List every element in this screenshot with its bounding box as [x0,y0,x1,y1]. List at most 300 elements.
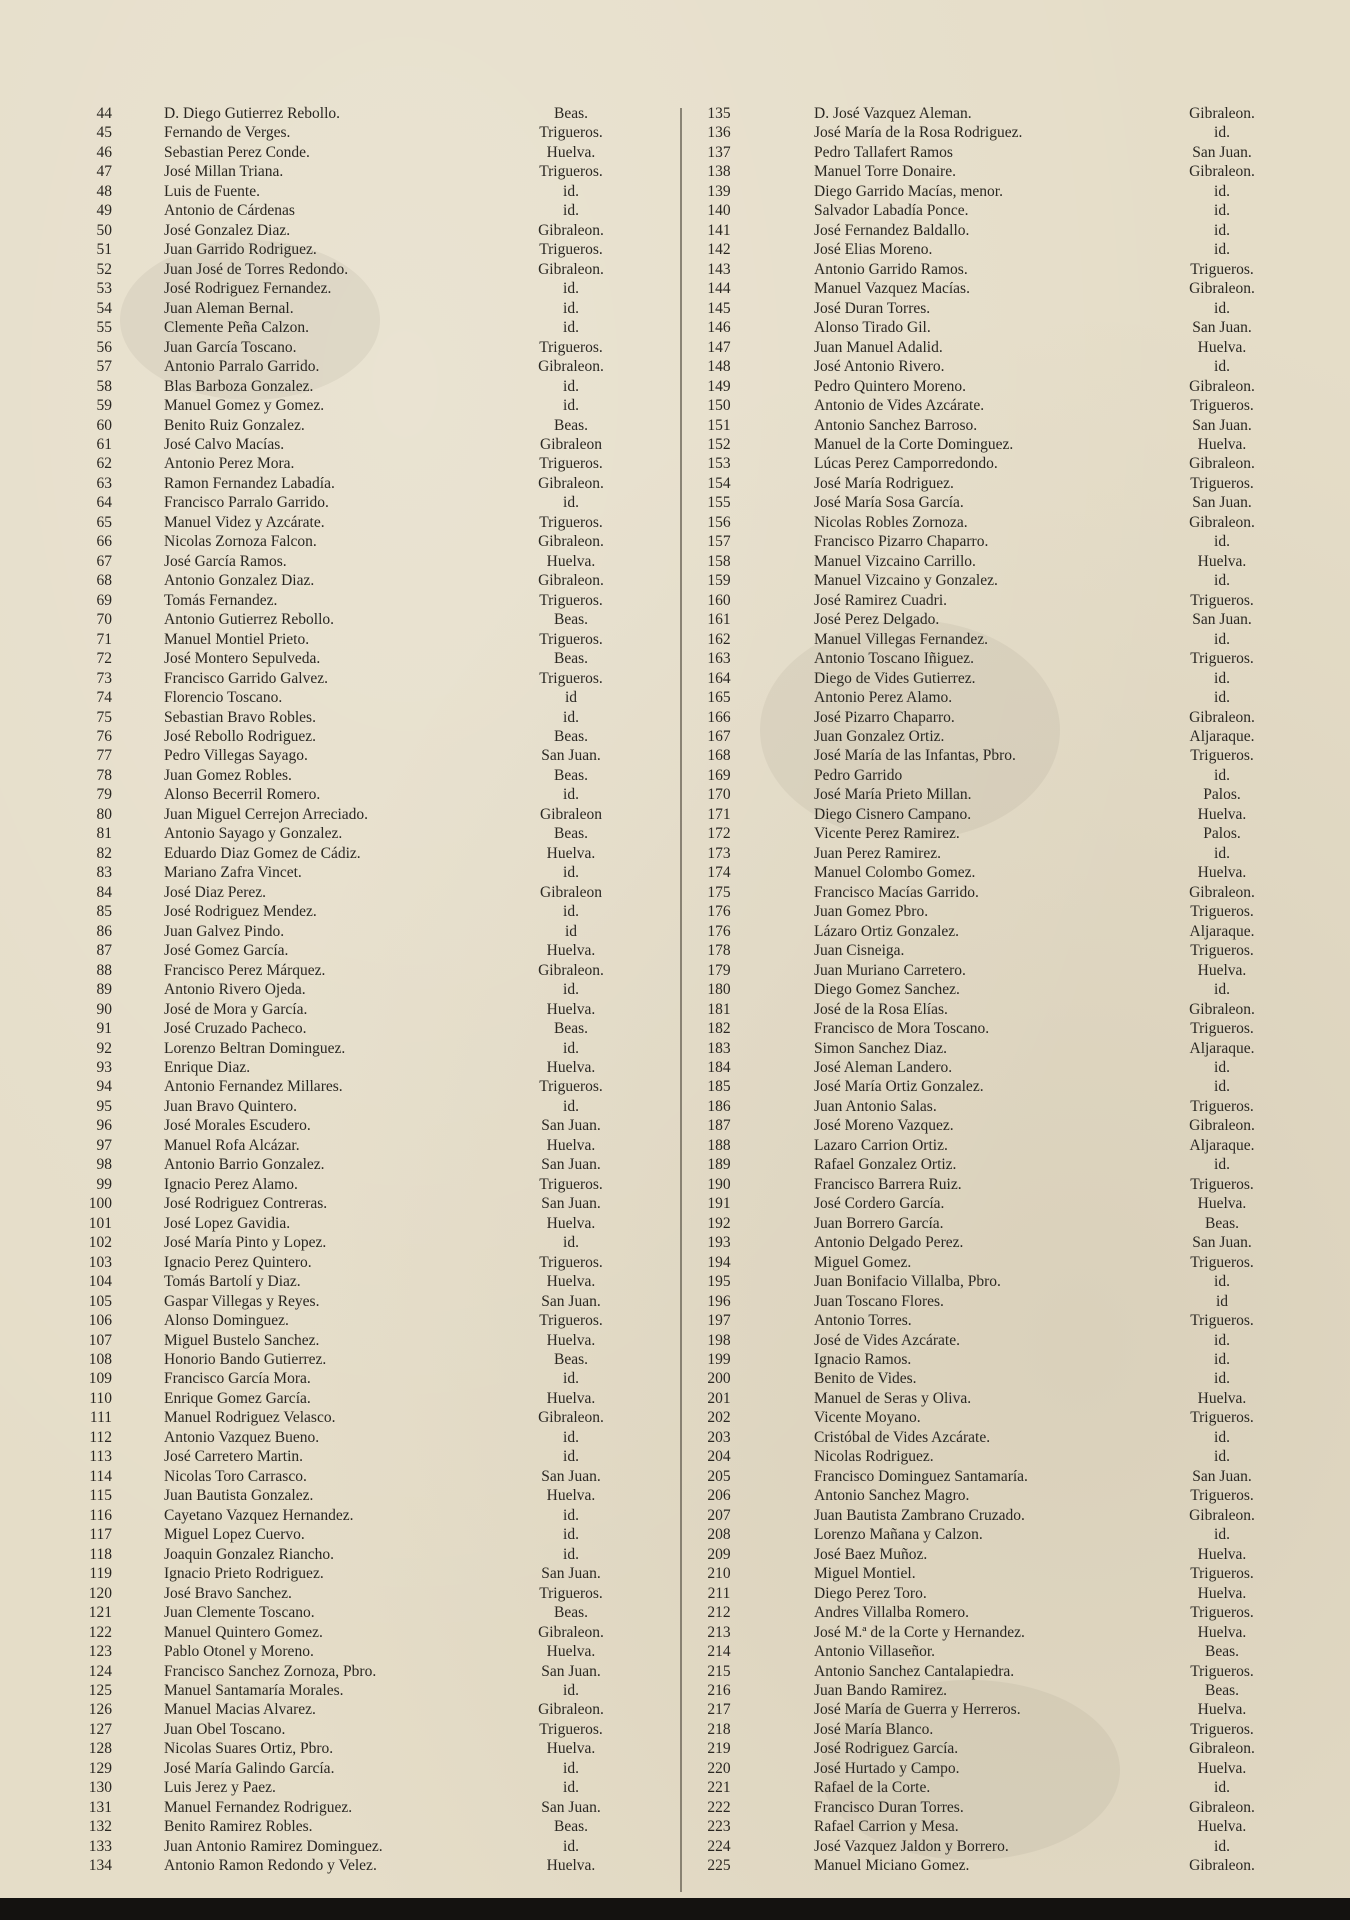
entry-name: Tomás Bartolí y Diaz. [164,1273,301,1291]
entry-number: 61 [96,435,112,453]
entry-name: Vicente Moyano. [814,1409,921,1427]
entry-place: Trigueros. [539,1078,603,1096]
entry-place: id. [563,1837,579,1855]
entry-number: 187 [707,1117,731,1135]
entry-number: 117 [89,1526,112,1544]
entry-number: 70 [96,611,112,629]
entry-name: José Millan Triana. [164,163,284,181]
list-item [60,162,680,181]
entry-place: San Juan. [541,1117,601,1135]
entry-name: Cayetano Vazquez Hernandez. [164,1506,354,1524]
entry-place: Aljaraque. [1189,728,1255,745]
entry-place: Huelva. [546,844,596,862]
entry-name: Nicolas Robles Zornoza. [814,513,968,531]
list-item [60,1759,680,1778]
list-item [684,1019,1284,1038]
entry-place: Gibraleon. [538,358,604,376]
entry-place: id. [563,377,579,395]
entry-name: José María de la Rosa Rodriguez. [814,124,1023,142]
entry-place: Gibraleon. [538,572,604,590]
list-item [684,338,1284,357]
entry-place: Gibraleon [540,805,602,823]
entry-number: 200 [707,1370,731,1388]
entry-name: Juan Aleman Bernal. [164,299,294,317]
entry-name: José de la Rosa Elías. [814,1000,948,1018]
entry-name: Manuel Santamaría Morales. [164,1681,344,1699]
entry-place: Beas. [553,416,588,434]
entry-place: Huelva. [1197,552,1247,570]
entry-name: Antonio Gutierrez Rebollo. [164,611,335,629]
entry-place: Gibraleon. [1189,1117,1255,1135]
entry-name: Alonso Dominguez. [164,1312,289,1330]
list-item [684,221,1284,240]
entry-name: Enrique Diaz. [164,1058,251,1076]
entry-name: Manuel Rofa Alcázar. [164,1136,300,1154]
entry-name: José Aleman Landero. [814,1058,953,1076]
list-item [60,1000,680,1019]
list-item [684,1525,1284,1544]
entry-number: 112 [89,1428,112,1446]
list-item [60,1389,680,1408]
entry-number: 190 [707,1175,731,1193]
list-item [684,1623,1284,1642]
entry-number: 84 [96,883,112,901]
entry-place: id. [1214,669,1230,687]
entry-name: Andres Villalba Romero. [814,1604,970,1622]
entry-name: Enrique Gomez García. [164,1389,311,1407]
list-item [60,143,680,162]
entry-place: Gibraleon. [1189,1857,1255,1875]
entry-name: José María Prieto Millan. [814,786,972,804]
entry-number: 63 [96,474,112,492]
entry-name: José María de Guerra y Herreros. [814,1701,1021,1719]
entry-number: 90 [96,1000,112,1018]
entry-place: Trigueros. [539,455,603,473]
entry-place: id. [1214,689,1230,707]
entry-place: Huelva. [1197,1545,1247,1563]
entry-name: Juan Manuel Adalid. [814,338,943,356]
entry-number: 83 [96,864,112,882]
list-item [60,746,680,765]
entry-place: Trigueros. [1190,1662,1254,1680]
entry-name: José María Ortiz Gonzalez. [814,1078,984,1096]
entry-name: Antonio Sanchez Magro. [814,1487,970,1505]
entry-place: Gibraleon [540,883,602,901]
list-item [60,240,680,259]
entry-number: 101 [88,1214,112,1232]
entry-number: 92 [96,1039,112,1057]
entry-number: 108 [88,1351,112,1368]
entry-name: Simon Sanchez Diaz. [814,1039,948,1057]
entry-place: San Juan. [541,1798,601,1816]
entry-name: Benito de Vides. [814,1370,917,1388]
entry-number: 45 [96,124,112,142]
list-item [684,571,1284,590]
entry-number: 137 [707,143,731,161]
entry-number: 54 [96,299,112,317]
entry-name: José Gomez García. [164,942,289,960]
entry-number: 116 [89,1506,112,1524]
entry-place: id. [563,1039,579,1057]
entry-number: 205 [707,1467,731,1485]
entry-place: id. [1214,1331,1230,1349]
entry-name: Diego Cisnero Campano. [814,805,972,823]
entry-name: D. José Vazquez Aleman. [814,105,972,122]
list-item [60,863,680,882]
entry-name: José Perez Delgado. [814,611,940,629]
entry-name: José Diaz Perez. [164,883,266,901]
entry-place: Huelva. [546,1857,596,1875]
entry-number: 104 [88,1273,112,1291]
entry-number: 74 [96,689,112,707]
entry-place: Huelva. [1197,338,1247,356]
entry-place: id. [563,299,579,317]
entry-number: 141 [707,221,731,239]
entry-name: Antonio Sayago y Gonzalez. [164,825,343,843]
list-item [60,649,680,668]
entry-place: Huelva. [1197,864,1247,882]
entry-number: 158 [707,552,731,570]
entry-number: 165 [707,689,731,707]
entry-name: Salvador Labadía Ponce. [814,202,969,220]
entry-place: id. [1214,1351,1230,1368]
entry-number: 192 [707,1214,731,1232]
entry-place: Beas. [553,105,588,122]
entry-name: Benito Ramirez Robles. [164,1818,313,1836]
entry-place: Huelva. [1197,1195,1247,1213]
entry-name: Manuel de Seras y Oliva. [814,1389,972,1407]
entry-place: Beas. [553,1020,588,1038]
list-item [684,1214,1284,1233]
entry-name: José Elias Moreno. [814,241,933,259]
entry-place: Huelva. [546,942,596,960]
entry-name: Juan Borrero García. [814,1214,944,1232]
list-item [684,1428,1284,1447]
entry-name: Fernando de Verges. [164,124,291,142]
entry-place: San Juan. [541,1292,601,1310]
entry-number: 149 [707,377,731,395]
entry-place: Gibraleon. [1189,377,1255,395]
list-item [684,1389,1284,1408]
list-item [684,708,1284,727]
entry-place: Huelva. [546,1214,596,1232]
entry-place: Trigueros. [539,241,603,259]
entry-place: Huelva. [1197,1623,1247,1641]
entry-place: Huelva. [1197,805,1247,823]
entry-place: id. [563,202,579,220]
list-item [60,688,680,707]
entry-number: 75 [96,708,112,726]
list-item [684,1253,1284,1272]
list-item [60,1292,680,1311]
entry-number: 201 [707,1389,731,1407]
entry-place: id. [1214,766,1230,784]
list-item [60,902,680,921]
entry-number: 98 [96,1156,112,1174]
entry-number: 113 [89,1448,112,1466]
entry-name: Juan Muriano Carretero. [814,961,966,979]
list-item [60,1253,680,1272]
list-item [60,182,680,201]
entry-number: 53 [96,280,112,298]
entry-number: 154 [707,474,731,492]
entry-place: Gibraleon [540,435,602,453]
entry-name: José Ramirez Cuadri. [814,591,948,609]
entry-name: Nicolas Rodriguez. [814,1448,934,1466]
entry-name: Juan Garrido Rodriguez. [164,241,317,259]
list-item [60,299,680,318]
entry-number: 111 [89,1409,112,1427]
list-item [60,1700,680,1719]
list-item [60,727,680,746]
list-item [60,338,680,357]
entry-place: Trigueros. [539,1175,603,1193]
entry-name: Juan José de Torres Redondo. [164,260,349,278]
entry-place: San Juan. [1192,494,1252,512]
list-item [60,513,680,532]
entry-name: José Baez Muñoz. [814,1545,928,1563]
entry-place: Gibraleon. [1189,1740,1255,1758]
entry-number: 121 [88,1604,112,1622]
list-item [684,299,1284,318]
list-item [60,785,680,804]
entry-place: Beas. [553,1604,588,1622]
entry-number: 123 [88,1643,112,1661]
entry-number: 118 [89,1545,112,1563]
entry-number: 82 [96,844,112,862]
list-item [684,1700,1284,1719]
entry-number: 57 [96,358,112,376]
list-item [60,1214,680,1233]
list-item [684,104,1284,123]
entry-name: Rafael de la Corte. [814,1779,931,1797]
entry-number: 93 [96,1058,112,1076]
entry-name: Antonio Parralo Garrido. [164,358,320,376]
entry-number: 96 [96,1117,112,1135]
entry-place: id [1215,1292,1229,1310]
entry-number: 144 [707,280,731,298]
list-item [60,1603,680,1622]
entry-name: Manuel Torre Donaire. [814,163,956,181]
entry-number: 198 [707,1331,731,1349]
list-item [684,1369,1284,1388]
entry-place: id. [1214,124,1230,142]
list-item [60,318,680,337]
entry-number: 80 [96,805,112,823]
entry-number: 179 [707,961,731,979]
entry-name: Juan Miguel Cerrejon Arreciado. [164,805,369,823]
entry-name: Pedro Garrido [814,766,903,784]
entry-number: 215 [707,1662,731,1680]
entry-name: Manuel Macias Alvarez. [164,1701,316,1719]
list-item [684,1155,1284,1174]
entry-place: Gibraleon. [1189,708,1255,726]
entry-number: 142 [707,241,731,259]
list-item [60,1545,680,1564]
entry-name: Diego de Vides Gutierrez. [814,669,976,687]
entry-name: Francisco Sanchez Zornoza, Pbro. [164,1662,377,1680]
entry-number: 110 [89,1389,112,1407]
entry-number: 175 [707,883,731,901]
entry-number: 131 [88,1798,112,1816]
list-item [684,377,1284,396]
entry-name: Antonio Torres. [814,1312,912,1330]
entry-place: Huelva. [546,1740,596,1758]
entry-number: 167 [707,728,731,745]
list-item [60,1408,680,1427]
entry-number: 170 [707,786,731,804]
entry-number: 209 [707,1545,731,1563]
entry-name: Francisco Barrera Ruiz. [814,1175,962,1193]
entry-name: Sebastian Bravo Robles. [164,708,316,726]
entry-name: Luis de Fuente. [164,182,260,200]
entry-place: Huelva. [546,1136,596,1154]
list-item [684,688,1284,707]
entry-number: 72 [96,650,112,668]
entry-number: 125 [88,1681,112,1699]
entry-number: 207 [707,1506,731,1524]
entry-place: id. [563,1779,579,1797]
right-column [684,104,1284,1876]
entry-number: 168 [707,747,731,765]
entry-place: id. [563,319,579,337]
entry-number: 48 [96,182,112,200]
entry-number: 88 [96,961,112,979]
entry-name: Benito Ruiz Gonzalez. [164,416,305,434]
entry-name: Juan Antonio Salas. [814,1097,937,1115]
entry-number: 91 [96,1020,112,1038]
list-item [684,1447,1284,1466]
list-item [60,941,680,960]
entry-name: Juan Gomez Pbro. [814,903,929,921]
entry-name: Manuel Vazquez Macías. [814,280,970,298]
entry-number: 106 [88,1312,112,1330]
list-item [60,357,680,376]
entry-place: id. [1214,1779,1230,1797]
list-item [60,1720,680,1739]
entry-name: Joaquin Gonzalez Riancho. [164,1545,335,1563]
entry-place: San Juan. [541,1662,601,1680]
entry-name: Diego Perez Toro. [814,1584,927,1602]
list-item [60,1077,680,1096]
entry-place: Huelva. [546,1487,596,1505]
entry-place: Aljaraque. [1189,922,1255,940]
entry-name: José Lopez Gavidia. [164,1214,291,1232]
entry-place: id. [563,397,579,415]
entry-number: 199 [707,1351,731,1368]
entry-name: José María Pinto y Lopez. [164,1234,327,1252]
list-item [684,396,1284,415]
list-item [60,279,680,298]
entry-place: San Juan. [541,1195,601,1213]
list-item [60,1681,680,1700]
entry-place: id. [563,1234,579,1252]
entry-number: 184 [707,1058,731,1076]
entry-place: Gibraleon. [538,533,604,551]
entry-place: id [564,922,578,940]
entry-name: Pedro Tallafert Ramos [814,143,953,161]
entry-place: id. [1214,981,1230,999]
entry-number: 203 [707,1428,731,1446]
entry-place: Huelva. [546,1331,596,1349]
list-item [684,844,1284,863]
entry-number: 132 [88,1818,112,1836]
entry-number: 208 [707,1526,731,1544]
list-item [60,630,680,649]
entry-name: Nicolas Suares Ortiz, Pbro. [164,1740,334,1758]
entry-place: id. [1214,202,1230,220]
entry-name: Juan Bravo Quintero. [164,1097,298,1115]
entry-number: 66 [96,533,112,551]
entry-number: 115 [89,1487,112,1505]
list-item [684,1642,1284,1661]
entry-place: id. [1214,1273,1230,1291]
entry-number: 124 [88,1662,112,1680]
entry-name: Pablo Otonel y Moreno. [164,1643,314,1661]
entry-number: 114 [89,1467,112,1485]
list-item [684,1350,1284,1369]
entry-place: id. [1214,844,1230,862]
list-item [684,1720,1284,1739]
entry-place: Aljaraque. [1189,1136,1255,1154]
entry-place: id. [1214,241,1230,259]
list-item [684,1662,1284,1681]
entry-place: id [564,689,578,707]
entry-name: José Cruzado Pacheco. [164,1020,307,1038]
entry-name: José María Galindo García. [164,1759,335,1777]
entry-number: 212 [707,1604,731,1622]
entry-number: 172 [707,825,731,843]
list-item [684,902,1284,921]
entry-number: 216 [707,1681,731,1699]
entry-name: Juan Clemente Toscano. [164,1604,315,1622]
entry-place: Trigueros. [1190,942,1254,960]
entry-name: Manuel Fernandez Rodriguez. [164,1798,353,1816]
list-item [60,1233,680,1252]
entry-number: 143 [707,260,731,278]
list-item [684,357,1284,376]
entry-number: 107 [88,1331,112,1349]
list-item [60,1369,680,1388]
entry-place: Huelva. [546,143,596,161]
entry-place: Trigueros. [1190,1604,1254,1622]
list-item [684,123,1284,142]
entry-place: Trigueros. [539,513,603,531]
entry-name: Alonso Tirado Gil. [814,319,931,337]
entry-place: Trigueros. [1190,747,1254,765]
entry-number: 169 [707,766,731,784]
entry-place: Gibraleon. [538,1409,604,1427]
entry-name: Antonio Fernandez Millares. [164,1078,343,1096]
entry-number: 191 [707,1195,731,1213]
list-item [60,396,680,415]
entry-name: José Carretero Martin. [164,1448,304,1466]
entry-number: 161 [707,611,731,629]
entry-name: D. Diego Gutierrez Rebollo. [164,105,341,122]
entry-place: id. [1214,1526,1230,1544]
entry-name: Juan Antonio Ramirez Dominguez. [164,1837,383,1855]
list-item [684,454,1284,473]
entry-place: Huelva. [546,1389,596,1407]
list-item [684,1603,1284,1622]
entry-place: Trigueros. [1190,260,1254,278]
entry-name: Manuel Videz y Azcárate. [164,513,325,531]
entry-name: Antonio Sanchez Cantalapiedra. [814,1662,1015,1680]
entry-number: 94 [96,1078,112,1096]
entry-number: 55 [96,319,112,337]
entry-place: San Juan. [541,1156,601,1174]
list-item [60,1798,680,1817]
